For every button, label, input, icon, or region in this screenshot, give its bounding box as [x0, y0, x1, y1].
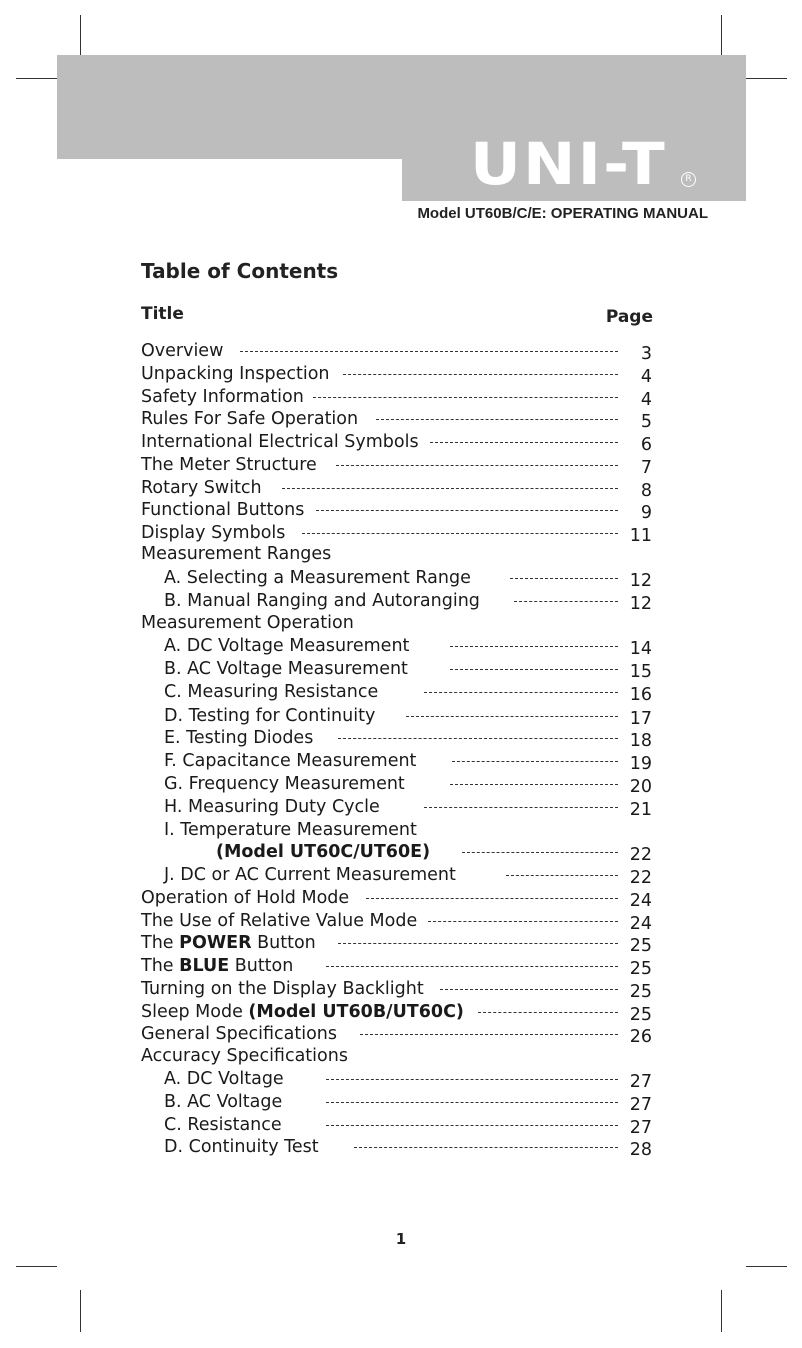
- toc-dot-leader: [240, 351, 618, 352]
- toc-dot-leader: [360, 1034, 618, 1035]
- manual-title: Model UT60B/C/E: OPERATING MANUAL: [417, 205, 708, 222]
- toc-entry-page: 7: [640, 458, 652, 478]
- toc-entry-label: B. Manual Ranging and Autoranging: [164, 591, 480, 611]
- toc-entry-label: A. Selecting a Measurement Range: [164, 568, 471, 588]
- toc-dot-leader: [450, 646, 618, 647]
- toc-dot-leader: [326, 1079, 618, 1080]
- toc-entry-page: 24: [629, 891, 652, 911]
- toc-entry-label: Accuracy Specifications: [141, 1046, 348, 1066]
- toc-entry-page: 18: [629, 731, 652, 751]
- toc-entry-page: 27: [629, 1095, 652, 1115]
- toc-entry-page: 9: [640, 503, 652, 523]
- crop-mark: [16, 78, 57, 79]
- toc-entry: [0, 819, 802, 841]
- toc-entry-label: E. Testing Diodes: [164, 728, 314, 748]
- toc-entry: [0, 955, 802, 977]
- toc-entry-label-bold: BLUE: [179, 956, 230, 976]
- toc-entry-label: Sleep Mode (Model UT60B/UT60C): [141, 1002, 464, 1022]
- toc-dot-leader: [376, 419, 618, 420]
- toc-dot-leader: [366, 898, 618, 899]
- toc-entry-label: D. Continuity Test: [164, 1137, 319, 1157]
- toc-entry: [0, 750, 802, 772]
- toc-entry-page: 27: [629, 1072, 652, 1092]
- toc-entry-page: 11: [629, 526, 652, 546]
- toc-entry: [0, 1045, 802, 1067]
- toc-entry-label: H. Measuring Duty Cycle: [164, 797, 380, 817]
- brand-logo: [470, 130, 696, 198]
- toc-dot-leader: [282, 488, 618, 489]
- toc-dot-leader: [450, 784, 618, 785]
- toc-dot-leader: [336, 465, 618, 466]
- toc-entry-label: A. DC Voltage: [164, 1069, 284, 1089]
- toc-entry-label: Rules For Safe Operation: [141, 409, 359, 429]
- column-header-page: Page: [605, 307, 653, 327]
- toc-dot-leader: [338, 738, 618, 739]
- crop-mark: [80, 1290, 81, 1332]
- toc-entry-page: 25: [629, 1005, 652, 1025]
- toc-entry: [0, 431, 802, 453]
- toc-entry-page: 27: [629, 1118, 652, 1138]
- toc-entry-page: 20: [629, 777, 652, 797]
- toc-entry: [0, 796, 802, 818]
- crop-mark: [80, 15, 81, 55]
- toc-entry: [0, 499, 802, 521]
- toc-entry-label: C. Measuring Resistance: [164, 682, 379, 702]
- toc-entry-page: 6: [640, 435, 652, 455]
- toc-entry-page: 8: [640, 481, 652, 501]
- page-title: Table of Contents: [141, 259, 339, 283]
- toc-entry-page: 12: [629, 571, 652, 591]
- toc-entry: [0, 1001, 802, 1023]
- toc-entry-page: 22: [629, 868, 652, 888]
- toc-entry-page: 21: [629, 800, 652, 820]
- column-header-title: Title: [141, 304, 184, 324]
- toc-entry: [0, 658, 802, 680]
- toc-entry-page: 16: [629, 685, 652, 705]
- toc-dot-leader: [452, 761, 618, 762]
- toc-entry-page: 19: [629, 754, 652, 774]
- toc-entry-label: General Specifications: [141, 1024, 338, 1044]
- toc-entry-page: 28: [629, 1140, 652, 1160]
- toc-entry-page: 25: [629, 936, 652, 956]
- toc-entry-label: Operation of Hold Mode: [141, 888, 350, 908]
- toc-entry: [0, 910, 802, 932]
- toc-entry: [0, 386, 802, 408]
- toc-entry-page: 4: [640, 367, 652, 387]
- toc-dot-leader: [316, 510, 618, 511]
- toc-entry-label: A. DC Voltage Measurement: [164, 636, 410, 656]
- toc-entry: [0, 1114, 802, 1136]
- toc-entry-label: Unpacking Inspection: [141, 364, 330, 384]
- toc-entry-label: I. Temperature Measurement: [164, 820, 417, 840]
- toc-entry-label: B. AC Voltage: [164, 1092, 283, 1112]
- toc-dot-leader: [343, 374, 618, 375]
- toc-entry: [0, 773, 802, 795]
- toc-entry-label: J. DC or AC Current Measurement: [164, 865, 456, 885]
- toc-entry-page: 22: [629, 845, 652, 865]
- toc-entry-label: Display Symbols: [141, 523, 286, 543]
- toc-entry-label: International Electrical Symbols: [141, 432, 419, 452]
- toc-entry-label: Turning on the Display Backlight: [141, 979, 424, 999]
- brand-logo-text: UNI-T: [470, 130, 667, 198]
- toc-entry: [0, 932, 802, 954]
- toc-entry-page: 14: [629, 639, 652, 659]
- crop-mark: [746, 1266, 787, 1267]
- toc-entry: [0, 477, 802, 499]
- page-number: 1: [395, 1230, 407, 1248]
- toc-dot-leader: [424, 692, 618, 693]
- toc-dot-leader: [326, 1102, 618, 1103]
- toc-dot-leader: [506, 875, 618, 876]
- toc-entry-label-bold: (Model UT60B/UT60C): [248, 1002, 464, 1022]
- toc-entry: [0, 612, 802, 634]
- toc-entry-label: D. Testing for Continuity: [164, 706, 376, 726]
- toc-entry-label: (Model UT60C/UT60E): [216, 842, 431, 862]
- toc-entry: [0, 340, 802, 362]
- toc-dot-leader: [428, 921, 618, 922]
- toc-entry-label: The BLUE Button: [141, 956, 294, 976]
- toc-entry-label: The POWER Button: [141, 933, 316, 953]
- toc-entry: [0, 1023, 802, 1045]
- toc-entry-label: The Use of Relative Value Mode: [141, 911, 418, 931]
- toc-entry: [0, 408, 802, 430]
- toc-entry: [0, 1136, 802, 1158]
- toc-dot-leader: [354, 1147, 618, 1148]
- toc-dot-leader: [338, 943, 618, 944]
- toc-entry: [0, 363, 802, 385]
- toc-entry-label: G. Frequency Measurement: [164, 774, 405, 794]
- toc-dot-leader: [424, 807, 618, 808]
- toc-entry-page: 17: [629, 709, 652, 729]
- toc-entry: [0, 567, 802, 589]
- toc-dot-leader: [326, 1125, 618, 1126]
- registered-mark-icon: R: [681, 172, 696, 187]
- toc-entry: [0, 543, 802, 565]
- toc-entry-label: Functional Buttons: [141, 500, 305, 520]
- toc-entry-label: F. Capacitance Measurement: [164, 751, 417, 771]
- toc-entry-label-bold: POWER: [179, 933, 252, 953]
- toc-entry-label: The Meter Structure: [141, 455, 317, 475]
- toc-entry: [0, 841, 802, 863]
- toc-entry: [0, 454, 802, 476]
- toc-dot-leader: [462, 852, 618, 853]
- toc-dot-leader: [478, 1012, 618, 1013]
- crop-mark: [721, 15, 722, 55]
- toc-dot-leader: [514, 601, 618, 602]
- toc-dot-leader: [430, 442, 618, 443]
- toc-entry: [0, 864, 802, 886]
- toc-entry-page: 24: [629, 914, 652, 934]
- toc-dot-leader: [440, 989, 618, 990]
- toc-dot-leader: [450, 669, 618, 670]
- toc-entry: [0, 978, 802, 1000]
- toc-entry-page: 25: [629, 982, 652, 1002]
- toc-entry: [0, 590, 802, 612]
- toc-entry-label: Measurement Operation: [141, 613, 354, 633]
- crop-mark: [721, 1290, 722, 1332]
- toc-entry: [0, 635, 802, 657]
- toc-entry-label: Rotary Switch: [141, 478, 262, 498]
- crop-mark: [746, 78, 787, 79]
- toc-entry: [0, 727, 802, 749]
- toc-entry: [0, 522, 802, 544]
- toc-entry-label: Measurement Ranges: [141, 544, 332, 564]
- toc-entry-page: 3: [640, 344, 652, 364]
- toc-entry-page: 4: [640, 390, 652, 410]
- toc-entry-page: 12: [629, 594, 652, 614]
- toc-entry-page: 15: [629, 662, 652, 682]
- toc-dot-leader: [302, 533, 618, 534]
- toc-entry: [0, 705, 802, 727]
- toc-dot-leader: [326, 966, 618, 967]
- toc-entry-label: Safety Information: [141, 387, 304, 407]
- toc-entry-page: 26: [629, 1027, 652, 1047]
- toc-entry-label: B. AC Voltage Measurement: [164, 659, 408, 679]
- crop-mark: [16, 1266, 57, 1267]
- toc-entry: [0, 887, 802, 909]
- toc-entry: [0, 1091, 802, 1113]
- toc-entry-label: Overview: [141, 341, 224, 361]
- toc-dot-leader: [510, 578, 618, 579]
- toc-entry: [0, 1068, 802, 1090]
- toc-dot-leader: [406, 716, 618, 717]
- toc-entry-page: 5: [640, 412, 652, 432]
- toc-entry-label: C. Resistance: [164, 1115, 282, 1135]
- toc-dot-leader: [313, 397, 618, 398]
- toc-entry: [0, 681, 802, 703]
- toc-entry-page: 25: [629, 959, 652, 979]
